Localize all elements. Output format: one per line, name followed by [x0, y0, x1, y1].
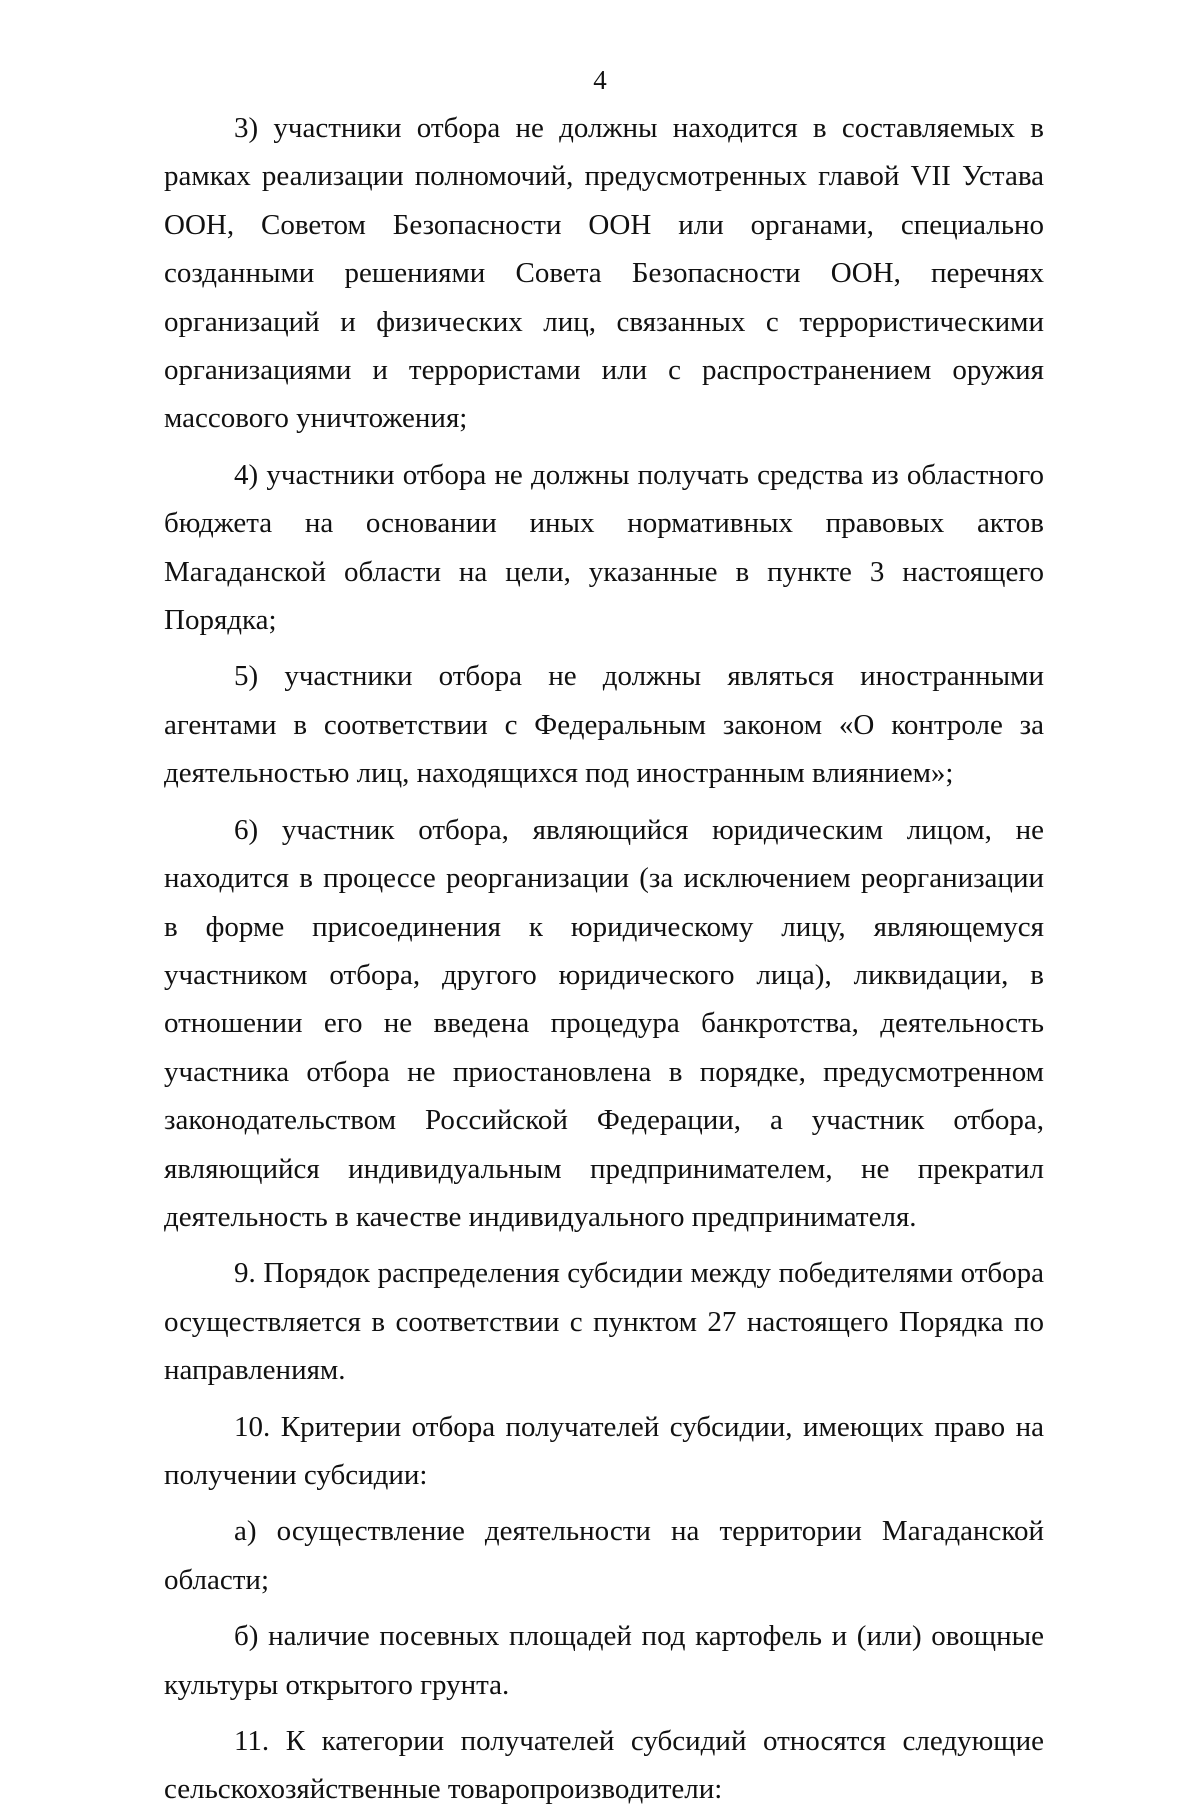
paragraph-item-3: 3) участники отбора не должны находится в составляемых в рамках реализации полномочий, предусмотренных главой VII Устава ООН, Советом Безопасности ООН или органами, специально созданными решениями Совета Безопасности ООН, перечнях организаций и физических лиц, связанных с террористическими организациями и террористами или с распространением оружия массового уничтожения;: [164, 112, 1044, 435]
paragraph-criterion-b: б) наличие посевных площадей под картофель и (или) овощные культуры открытого грунта.: [164, 1620, 1044, 1701]
paragraph-item-6: 6) участник отбора, являющийся юридическим лицом, не находится в процессе реорганизации (за исключением реорганизации в форме присоединения к юридическому лицу, являющемуся участником отбора, другого юридического лица), ликвидации, в отношении его не введена процедура банкротства, деятельность участника отбора не приостановлена в порядке, предусмотренном законодательством Российской Федерации, а участник отбора, являющийся индивидуальным предпринимателем, не прекратил деятельность в качестве индивидуального предпринимателя.: [164, 813, 1044, 1233]
paragraph-item-4: 4) участники отбора не должны получать средства из областного бюджета на основании иных нормативных правовых актов Магаданской области на цели, указанные в пункте 3 настоящего Порядка;: [164, 458, 1044, 637]
paragraph-clause-10: 10. Критерии отбора получателей субсидии, имеющих право на получении субсидии:: [164, 1410, 1044, 1491]
page-number: 4: [593, 65, 607, 95]
paragraph-clause-11: 11. К категории получателей субсидий относятся следующие сельскохозяйственные товаропроизводители:: [164, 1725, 1044, 1806]
paragraph-clause-9: 9. Порядок распределения субсидии между победителями отбора осуществляется в соответствии с пунктом 27 настоящего Порядка по направлениям.: [164, 1257, 1044, 1387]
paragraph-item-5: 5) участники отбора не должны являться иностранными агентами в соответствии с Федеральным законом «О контроле за деятельностью лиц, находящихся под иностранным влиянием»;: [164, 660, 1044, 790]
document-body: [164, 104, 1044, 1814]
paragraph-criterion-a: а) осуществление деятельности на территории Магаданской области;: [164, 1515, 1044, 1596]
